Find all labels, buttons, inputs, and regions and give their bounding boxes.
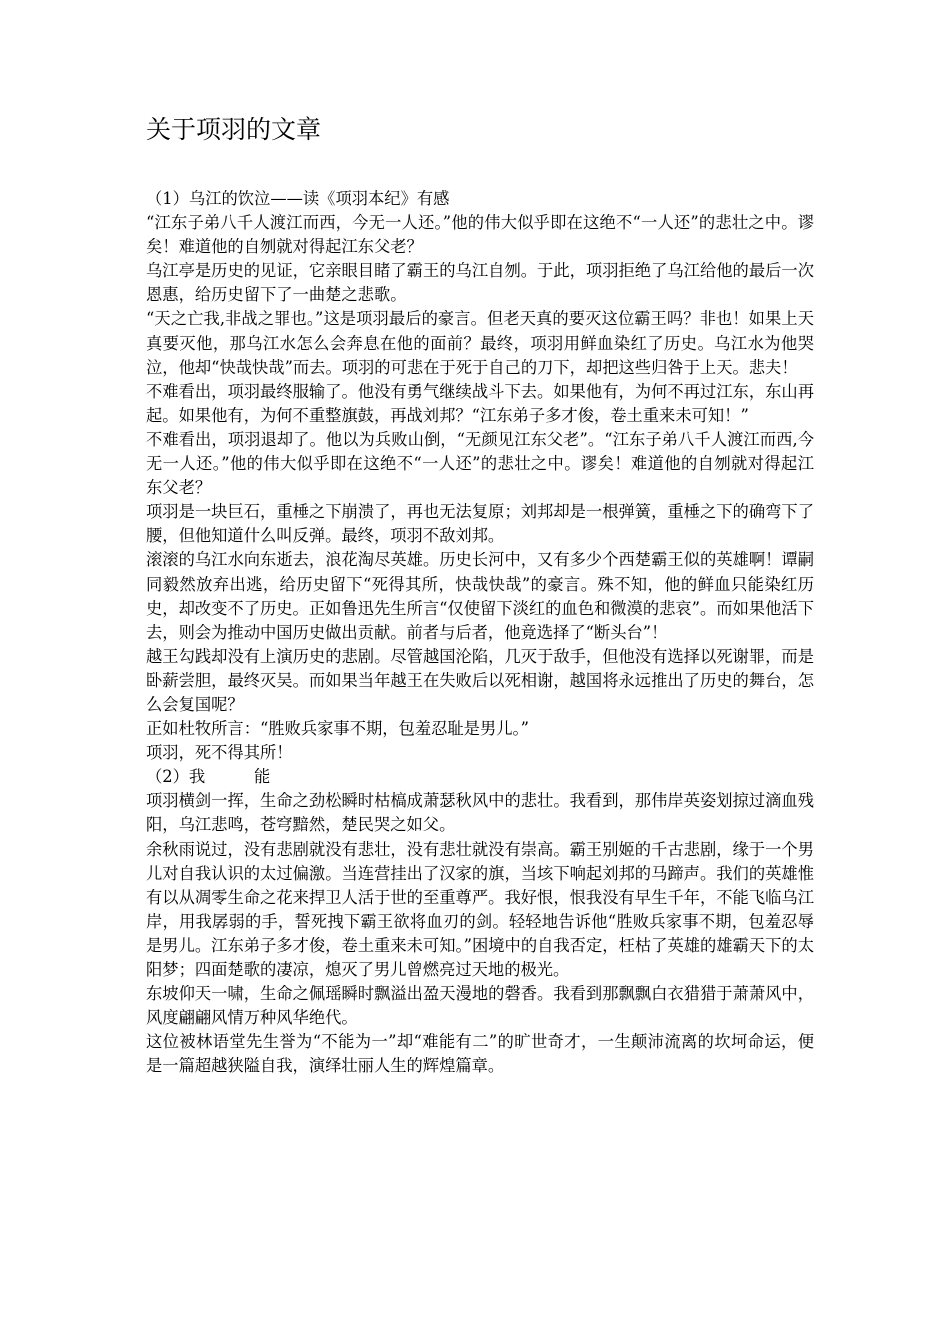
section-1-heading: （1）乌江的饮泣——读《项羽本纪》有感 [146, 189, 450, 208]
paragraph: 项羽是一块巨石，重棰之下崩溃了，再也无法复原；刘邦却是一根弹簧，重棰之下的确弯下了腰，但他知道什么叫反弹。最终，项羽不敌刘邦。 [146, 502, 814, 546]
paragraph: “天之亡我,非战之罪也。”这是项羽最后的豪言。但老天真的要灭这位霸王吗？非也！如果上天真要灭他，那乌江水怎么会奔息在他的面前？最终，项羽用鲜血染红了历史。乌江水为他哭泣，他却“快哉快哉”而去。项羽的可悲在于死于自己的刀下，却把这些归咎于上天。悲夫！ [146, 309, 814, 377]
paragraph: 这位被林语堂先生誉为“不能为一”却“难能有二”的旷世奇才，一生颠沛流离的坎坷命运，便是一篇超越狭隘自我，演绎壮丽人生的辉煌篇章。 [146, 1032, 814, 1076]
paragraph: 乌江亭是历史的见证，它亲眼目睹了霸王的乌江自刎。于此，项羽拒绝了乌江给他的最后一次恩惠，给历史留下了一曲楚之悲歌。 [146, 261, 814, 305]
paragraph: “江东子弟八千人渡江而西，今无一人还。”他的伟大似乎即在这绝不“一人还”的悲壮之中。谬矣！难道他的自刎就对得起江东父老？ [146, 213, 814, 257]
paragraph: 不难看出，项羽最终服输了。他没有勇气继续战斗下去。如果他有，为何不再过江东，东山再起。如果他有，为何不重整旗鼓，再战刘邦？“江东弟子多才俊，卷土重来未可知！” [146, 381, 814, 425]
paragraph: 不难看出，项羽退却了。他以为兵败山倒，“无颜见江东父老”。“江东子弟八千人渡江而西,今无一人还。”他的伟大似乎即在这绝不“一人还”的悲壮之中。谬矣！难道他的自刎就对得起江东父老？ [146, 429, 814, 498]
document-title: 关于项羽的文章 [146, 115, 322, 144]
paragraph: 滚滚的乌江水向东逝去，浪花淘尽英雄。历史长河中，又有多少个西楚霸王似的英雄啊！谭嗣同毅然放弃出逃，给历史留下“死得其所，快哉快哉”的豪言。殊不知，他的鲜血只能染红历史，却改变不了历史。正如鲁迅先生所言“仅使留下淡红的血色和微漠的悲哀”。而如果他活下去，则会为推动中国历史做出贡献。前者与后者，他竟选择了“断头台”！ [146, 550, 814, 642]
paragraph: 余秋雨说过，没有悲剧就没有悲壮，没有悲壮就没有崇高。霸王别姬的千古悲剧，缘于一个男儿对自我认识的太过偏激。当连营挂出了汉家的旗，当垓下响起刘邦的马蹄声。我们的英雄惟有以从凋零生命之花来捍卫人活于世的至重尊严。我好恨，恨我没有早生千年，不能飞临乌江岸，用我孱弱的手，誓死拽下霸王欲将血刃的剑。轻轻地告诉他“胜败兵家事不期，包羞忍辱是男儿。江东弟子多才俊，卷土重来未可知。”困境中的自我否定，枉枯了英雄的雄霸天下的太阳梦；四面楚歌的凄凉，熄灭了男儿曾燃亮过天地的极光。 [146, 839, 814, 979]
paragraph: 越王勾践却没有上演历史的悲剧。尽管越国沦陷，几灭于敌手，但他没有选择以死谢罪，而是卧薪尝胆，最终灭吴。而如果当年越王在失败后以死相谢，越国将永远推出了历史的舞台，怎么会复国呢？ [146, 646, 814, 714]
section-2-heading: （2）我 能 [146, 767, 271, 787]
paragraph: 项羽，死不得其所！ [146, 743, 293, 763]
paragraph: 正如杜牧所言：“胜败兵家事不期，包羞忍耻是男儿。” [146, 719, 529, 739]
document-body [146, 187, 814, 1078]
paragraph: 项羽横剑一挥，生命之劲松瞬时枯槁成萧瑟秋风中的悲壮。我看到，那伟岸英姿划掠过滴血残阳，乌江悲鸣，苍穹黯然，楚民哭之如父。 [146, 791, 814, 835]
paragraph: 东坡仰天一啸，生命之佩瑶瞬时飘溢出盈天漫地的磬香。我看到那飘飘白衣猎猎于萧萧风中，风度翩翩风情万种风华绝代。 [146, 984, 814, 1028]
